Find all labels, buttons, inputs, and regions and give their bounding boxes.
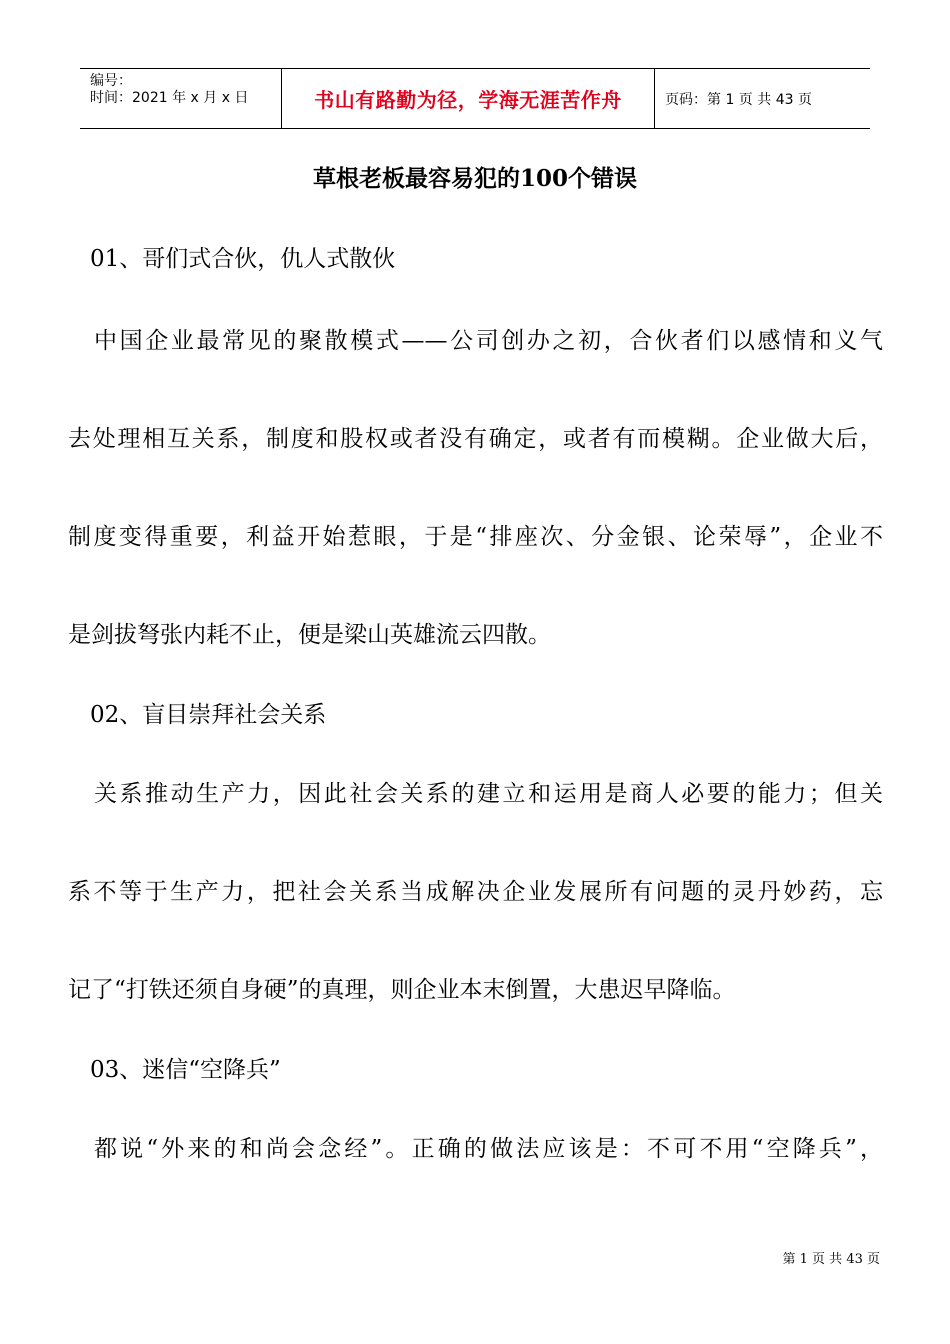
paragraph-line: 系不等于生产力，把社会关系当成解决企业发展所有问题的灵丹妙药，忘 [68,879,883,905]
section-heading-03: 03、迷信“空降兵” [90,1057,281,1083]
page-footer: 第 1 页 共 43 页 [782,1252,880,1267]
header-page-cell [655,69,870,128]
page-info: 页码：第 1 页 共 43 页 [665,91,812,108]
paragraph-line: 中国企业最常见的聚散模式——公司创办之初，合伙者们以感情和义气 [94,328,883,354]
paragraph-line: 去处理相互关系，制度和股权或者没有确定，或者有而模糊。企业做大后， [68,426,883,452]
motto-text: 书山有路勤为径，学海无涯苦作舟 [314,88,622,112]
header-left-cell [80,69,281,128]
paragraph-line: 制度变得重要，利益开始惹眼，于是“排座次、分金银、论荣辱”，企业不 [68,524,883,550]
paragraph-line: 是剑拔弩张内耗不止，便是梁山英雄流云四散。 [68,622,551,648]
section-heading-02: 02、盲目崇拜社会关系 [90,702,327,728]
paragraph-line: 记了“打铁还须自身硬”的真理，则企业本末倒置，大患迟早降临。 [68,977,736,1003]
number-label: 编号： [90,73,132,89]
header-motto-cell [281,69,655,128]
time-label: 时间：2021 年 x 月 x 日 [90,90,249,106]
paragraph-line: 都说“外来的和尚会念经”。正确的做法应该是：不可不用“空降兵”， [94,1136,883,1162]
section-heading-01: 01、哥们式合伙，仇人式散伙 [90,246,396,272]
paragraph-line: 关系推动生产力，因此社会关系的建立和运用是商人必要的能力；但关 [94,781,883,807]
header-table [80,68,870,129]
document-title: 草根老板最容易犯的100个错误 [312,165,637,192]
